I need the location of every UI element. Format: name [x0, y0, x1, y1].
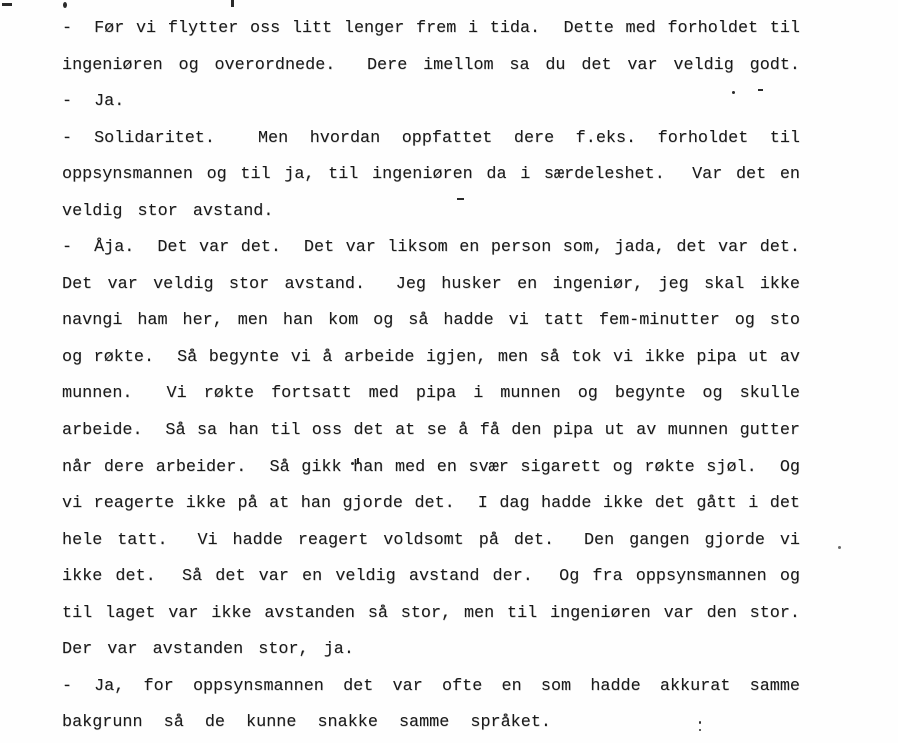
line-text: navngi ham her, men han kom og så hadde vi tatt fem-minutter og sto [62, 311, 800, 331]
line-text: Det var veldig stor avstand. Jeg husker en ingeniør, jeg skal ikke [62, 274, 800, 294]
speaker-dash: - [62, 128, 73, 148]
text-line [62, 157, 800, 194]
text-line [62, 596, 800, 633]
line-text: Åja. Det var det. Det var liksom en person som, jada, det var det. [94, 238, 800, 258]
text-line [62, 11, 800, 48]
scan-speck [231, 0, 234, 7]
text-line [62, 194, 800, 231]
line-text: Ja, for oppsynsmannen det var ofte en som hadde akkurat samme [94, 676, 800, 696]
scan-speck [838, 546, 841, 549]
line-text: Ja. [94, 92, 125, 112]
text-line [62, 48, 800, 85]
line-text: hele tatt. Vi hadde reagert voldsomt på det. Den gangen gjorde vi [62, 530, 800, 550]
line-text: bakgrunn så de kunne snakke samme språket. [62, 713, 551, 733]
scan-speck [63, 2, 67, 8]
text-line [62, 486, 800, 523]
text-line [62, 121, 800, 158]
speaker-dash: - [62, 92, 73, 112]
text-line [62, 632, 800, 669]
speaker-dash: - [62, 676, 73, 696]
line-text: ikke det. Så det var en veldig avstand der. Og fra oppsynsmannen og [62, 567, 800, 587]
line-text: og røkte. Så begynte vi å arbeide igjen, men så tok vi ikke pipa ut av [62, 347, 800, 367]
speaker-dash: - [62, 238, 73, 258]
line-text: vi reagerte ikke på at han gjorde det. I dag hadde ikke det gått i det [62, 494, 800, 514]
line-text: munnen. Vi røkte fortsatt med pipa i munnen og begynte og skulle [62, 384, 800, 404]
line-text: Solidaritet. Men hvordan oppfattet dere f.eks. forholdet til [94, 128, 800, 148]
line-text: Før vi flytter oss litt lenger frem i tida. Dette med forholdet til [94, 19, 800, 38]
text-line [62, 340, 800, 377]
text-line [62, 376, 800, 413]
text-line [62, 705, 800, 742]
text-line [62, 450, 800, 487]
text-line [62, 267, 800, 304]
text-line [62, 303, 800, 340]
text-line [62, 413, 800, 450]
line-text: veldig stor avstand. [62, 201, 274, 221]
line-text: arbeide. Så sa han til oss det at se å få den pipa ut av munnen gutter [62, 421, 800, 441]
text-line [62, 230, 800, 267]
speaker-dash: - [62, 19, 73, 38]
line-text: oppsynsmannen og til ja, til ingeniøren da i særdeleshet. Var det en [62, 165, 800, 185]
text-line [62, 84, 800, 121]
line-text: ingeniøren og overordnede. Dere imellom sa du det var veldig godt. [62, 55, 800, 75]
line-text: Der var avstanden stor, ja. [62, 640, 354, 660]
text-line [62, 523, 800, 560]
scan-speck [2, 3, 12, 6]
text-line [62, 559, 800, 596]
line-text: når dere arbeider. Så gikk han med en svær sigarett og røkte sjøl. Og [62, 457, 800, 477]
line-text: til laget var ikke avstanden så stor, men til ingeniøren var den stor. [62, 603, 800, 623]
text-line [62, 669, 800, 706]
transcript-text [62, 11, 800, 742]
